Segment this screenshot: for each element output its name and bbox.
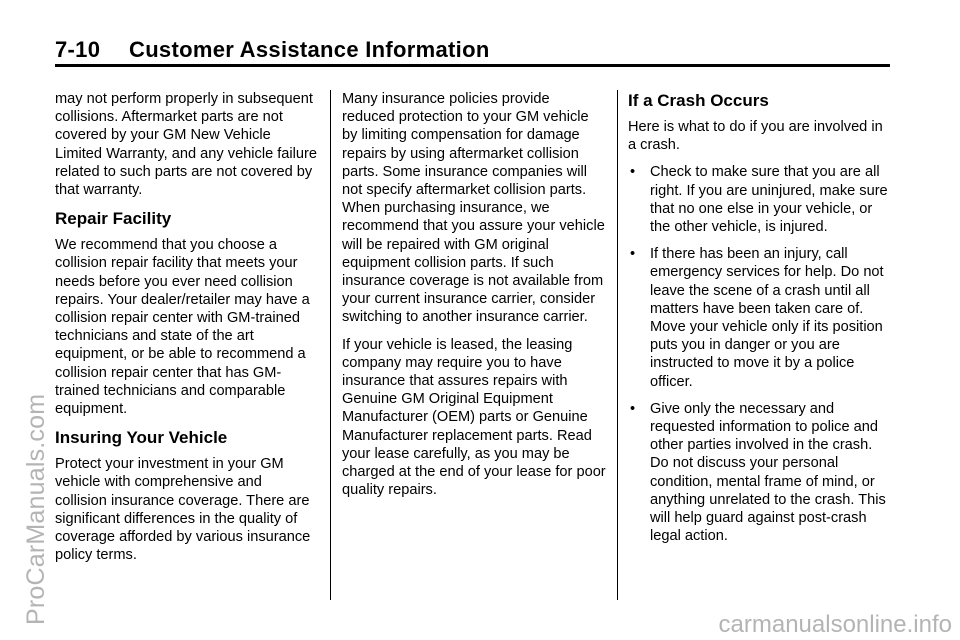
heading-insuring-your-vehicle: Insuring Your Vehicle xyxy=(55,428,228,448)
list-item xyxy=(628,245,894,391)
bullet-icon: • xyxy=(630,164,636,181)
list-item-text: Give only the necessary and requested information to police and other parties involved in the crash. Do not discuss your personal condition, mental frame of mind, or anything unrelated to the crash. This will help guard against post-crash legal action. xyxy=(650,400,886,545)
page-header xyxy=(55,34,890,66)
paragraph-repair-facility: We recommend that you choose a collision repair facility that meets your needs before you ever need collision repairs. Your dealer/retailer may have a collision repair center with GM-trained technicians and state of the art equipment, or be able to recommend a collision repair center that has GM-trained technicians and comparable equipment. xyxy=(55,237,310,418)
page-number: 7-10 xyxy=(55,37,101,62)
column-divider-2 xyxy=(617,90,618,600)
bullet-icon: • xyxy=(630,246,636,263)
list-item-text: Check to make sure that you are all right. If you are uninjured, make sure that no one else in your vehicle, or the other vehicle, is injured. xyxy=(650,164,888,236)
paragraph-aftermarket-parts: may not perform properly in subsequent collisions. Aftermarket parts are not covered by your GM New Vehicle Limited Warranty, and any vehicle failure related to such parts are not covered by that warranty. xyxy=(55,91,317,199)
list-item-text: If there has been an injury, call emergency services for help. Do not leave the scene of a crash until all matters have been taken care of. Move your vehicle only if its position puts you in danger or you are instructed to move it by a police officer. xyxy=(650,246,884,390)
header-rule xyxy=(55,64,890,67)
column-divider-1 xyxy=(330,90,331,600)
column-2 xyxy=(342,90,606,508)
paragraph-crash-intro: Here is what to do if you are involved in a crash. xyxy=(628,119,883,154)
chapter-title: Customer Assistance Information xyxy=(129,37,490,62)
paragraph-insuring-your-vehicle: Protect your investment in your GM vehicle with comprehensive and collision insurance coverage. There are significant differences in the quality of coverage afforded by various insurance policy terms. xyxy=(55,456,311,564)
column-3 xyxy=(628,90,894,554)
header-title-line xyxy=(55,34,890,66)
list-item xyxy=(628,400,894,546)
paragraph-insurance-policies: Many insurance policies provide reduced protection to your GM vehicle by limiting compensation for damage repairs by using aftermarket collision parts. Some insurance companies will not specify aftermarket collision parts. When purchasing insurance, we recommend that you assure your vehicle will be repaired with GM original equipment collision parts. If such insurance coverage is not available from your current insurance carrier, consider switching to another insurance carrier. xyxy=(342,91,605,326)
heading-if-a-crash-occurs: If a Crash Occurs xyxy=(628,91,769,110)
bottom-watermark: carmanualsonline.info xyxy=(718,611,952,638)
column-1 xyxy=(55,90,317,573)
heading-repair-facility: Repair Facility xyxy=(55,209,172,229)
paragraph-leased-vehicle: If your vehicle is leased, the leasing company may require you to have insurance that assures repairs with Genuine GM Original Equipment Manufacturer (OEM) parts or Genuine Manufacturer replacement parts. Read your lease carefully, as you may be charged at the end of your lease for poor quality repairs. xyxy=(342,336,606,499)
side-watermark: ProCarManuals.com xyxy=(22,393,50,625)
bullet-icon: • xyxy=(630,400,636,417)
list-item xyxy=(628,163,894,236)
crash-steps-list xyxy=(628,163,894,545)
